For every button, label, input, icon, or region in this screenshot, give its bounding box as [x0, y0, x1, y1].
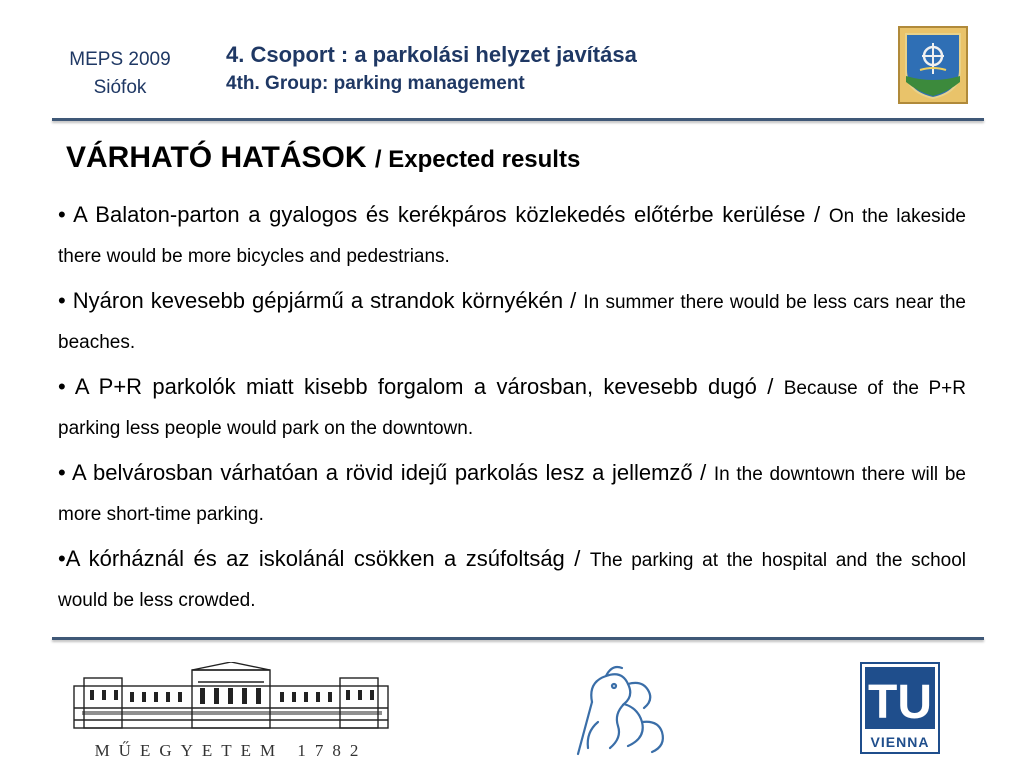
bullet-text-english: The parking at the hospital and the school would be less crowded.: [58, 550, 967, 611]
tu-vienna-logo-icon: [860, 662, 940, 754]
heading-english: / Expected results: [374, 146, 581, 173]
bullet-text-hungarian: A P+R parkolók miatt kisebb forgalom a városban, kevesebb dugó /: [65, 374, 784, 399]
cvut-lion-logo-icon: [558, 662, 674, 760]
bullet-marker: •: [58, 202, 66, 227]
bullet-marker: •: [58, 546, 66, 571]
bullet-text-hungarian: Nyáron kevesebb gépjármű a strandok környékén /: [65, 288, 584, 313]
bullet-text-english: In the downtown there will be more short-time parking.: [58, 464, 966, 525]
list-item: [58, 454, 966, 534]
bullet-text-hungarian: A belvárosban várhatóan a rövid idejű parkolás lesz a jellemző /: [65, 460, 714, 485]
title-english: 4th. Group: parking management: [226, 73, 525, 94]
tu-logo-mark: TU: [868, 676, 932, 729]
bullet-text-english: On the lakeside there would be more bicycles and pedestrians.: [58, 206, 966, 267]
footer-divider: [52, 637, 984, 640]
event-name: MEPS 2009: [69, 49, 171, 70]
list-item: [58, 540, 966, 620]
section-heading: [66, 136, 580, 182]
bullet-marker: •: [58, 374, 66, 399]
footer-logos: [0, 650, 1024, 760]
bullet-text-hungarian: A Balaton-parton a gyalogos és kerékpáros közlekedés előtérbe kerülése /: [65, 202, 829, 227]
bullet-marker: •: [58, 460, 66, 485]
bullet-marker: •: [58, 288, 66, 313]
bullet-text-english: In summer there would be less cars near the beaches.: [58, 292, 966, 353]
list-item: [58, 282, 966, 362]
event-label: [40, 46, 200, 102]
list-item: [58, 196, 966, 276]
slide-titles: [226, 40, 637, 98]
crest-icon: [898, 26, 968, 104]
title-hungarian: 4. Csoport : a parkolási helyzet javítása: [226, 42, 637, 67]
bme-logo-text: MŰEGYETEM 1782: [94, 741, 368, 760]
results-list: [58, 196, 966, 626]
event-location: Siófok: [93, 77, 147, 98]
bullet-text-english: Because of the P+R parking less people would park on the downtown.: [58, 378, 966, 439]
bullet-text-hungarian: A kórháznál és az iskolánál csökken a zsúfoltság /: [65, 546, 590, 571]
heading-hungarian: VÁRHATÓ HATÁSOK: [66, 141, 367, 174]
bme-building-logo-icon: [72, 662, 390, 760]
header-divider: [52, 118, 984, 121]
list-item: [58, 368, 966, 448]
tu-logo-text: VIENNA: [870, 734, 930, 750]
